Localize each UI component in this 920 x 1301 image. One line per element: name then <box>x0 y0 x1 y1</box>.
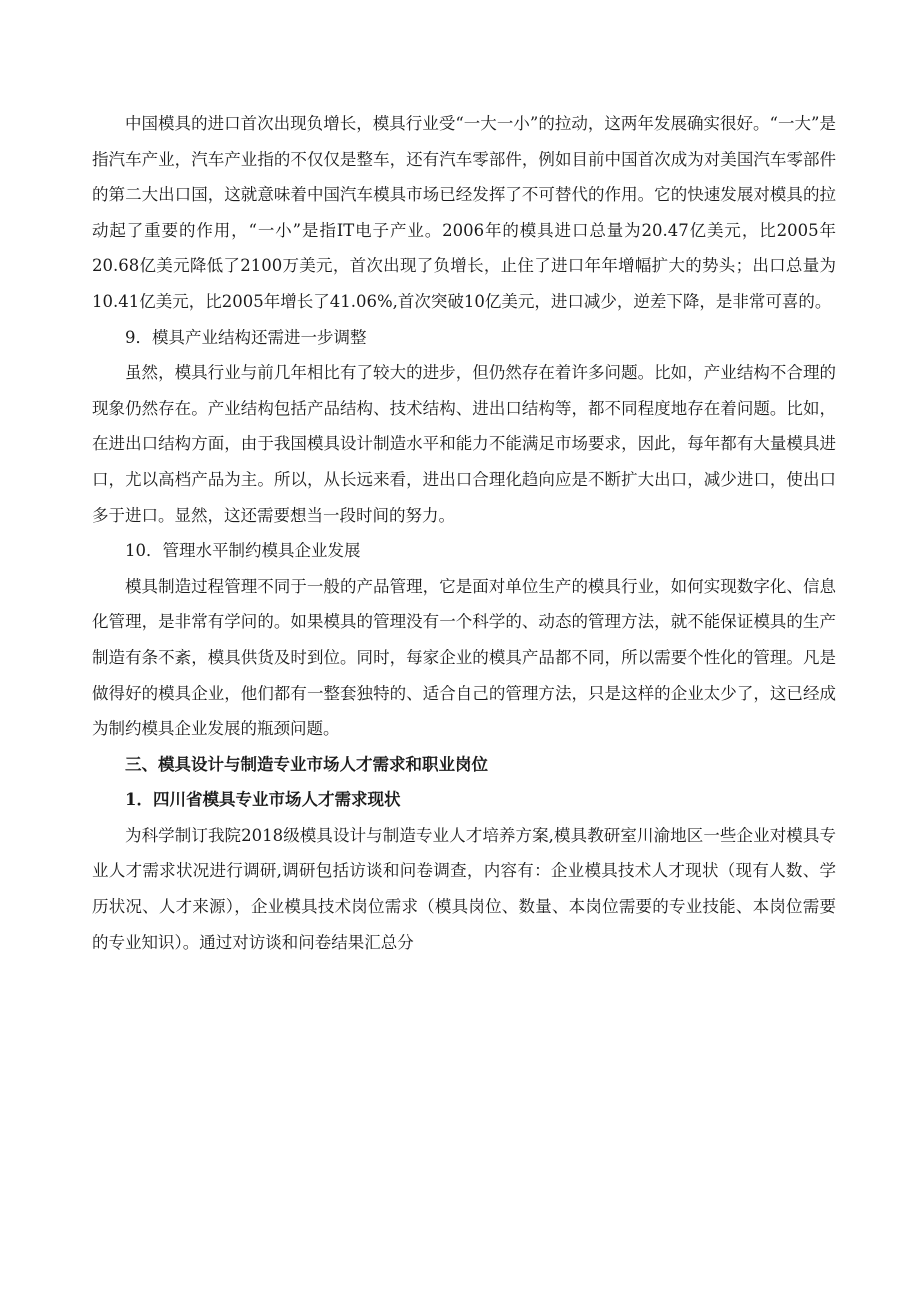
heading-management-level: 10．管理水平制约模具企业发展 <box>125 541 361 561</box>
paragraph-import-decline: 中国模具的进口首次出现负增长，模具行业受“一大一小”的拉动，这两年发展确实很好。“一大”是指汽车产业，汽车产业指的不仅仅是整车，还有汽车零部件，例如目前中国首次成为对美国汽车零部件的第二大出口国，这就意味着中国汽车模具市场已经发挥了不可替代的作用。它的快速发展对模具的拉动起了重要的作用，“一小”是指IT电子产业。2006年的模具进口总量为20.47亿美元，比2005年20.68亿美元降低了2100万美元，首次出现了负增长，止住了进口年年增幅扩大的势头；出口总量为10.41亿美元，比2005年增长了41.06%,首次突破10亿美元，进口减少，逆差下降，是非常可喜的。 <box>92 114 836 311</box>
paragraph-management-level: 模具制造过程管理不同于一般的产品管理，它是面对单位生产的模具行业，如何实现数字化、信息化管理，是非常有学问的。如果模具的管理没有一个科学的、动态的管理方法，就不能保证模具的生产制造有条不紊，模具供货及时到位。同时，每家企业的模具产品都不同，所以需要个性化的管理。凡是做得好的模具企业，他们都有一整套独特的、适合自己的管理方法，只是这样的企业太少了，这已经成为制约模具企业发展的瓶颈问题。 <box>92 576 836 739</box>
subsection-heading-sichuan-demand: 1．四川省模具专业市场人才需求现状 <box>125 790 401 810</box>
heading-industry-structure: 9．模具产业结构还需进一步调整 <box>125 327 367 347</box>
document-page <box>92 106 836 960</box>
section-heading-talent-demand: 三、模具设计与制造专业市场人才需求和职业岗位 <box>125 754 488 774</box>
paragraph-survey: 为科学制订我院2018级模具设计与制造专业人才培养方案,模具教研室川渝地区一些企业对模具专业人才需求状况进行调研,调研包括访谈和问卷调查，内容有：企业模具技术人才现状（现有人数、学历状况、人才来源），企业模具技术岗位需求（模具岗位、数量、本岗位需要的专业技能、本岗位需要的专业知识）。通过对访谈和问卷结果汇总分 <box>92 825 836 952</box>
paragraph-industry-structure: 虽然，模具行业与前几年相比有了较大的进步，但仍然存在着许多问题。比如，产业结构不合理的现象仍然存在。产业结构包括产品结构、技术结构、进出口结构等，都不同程度地存在着问题。比如，在进出口结构方面，由于我国模具设计制造水平和能力不能满足市场要求，因此，每年都有大量模具进口，尤以高档产品为主。所以，从长远来看，进出口合理化趋向应是不断扩大出口，减少进口，使出口多于进口。显然，这还需要想当一段时间的努力。 <box>92 363 836 525</box>
